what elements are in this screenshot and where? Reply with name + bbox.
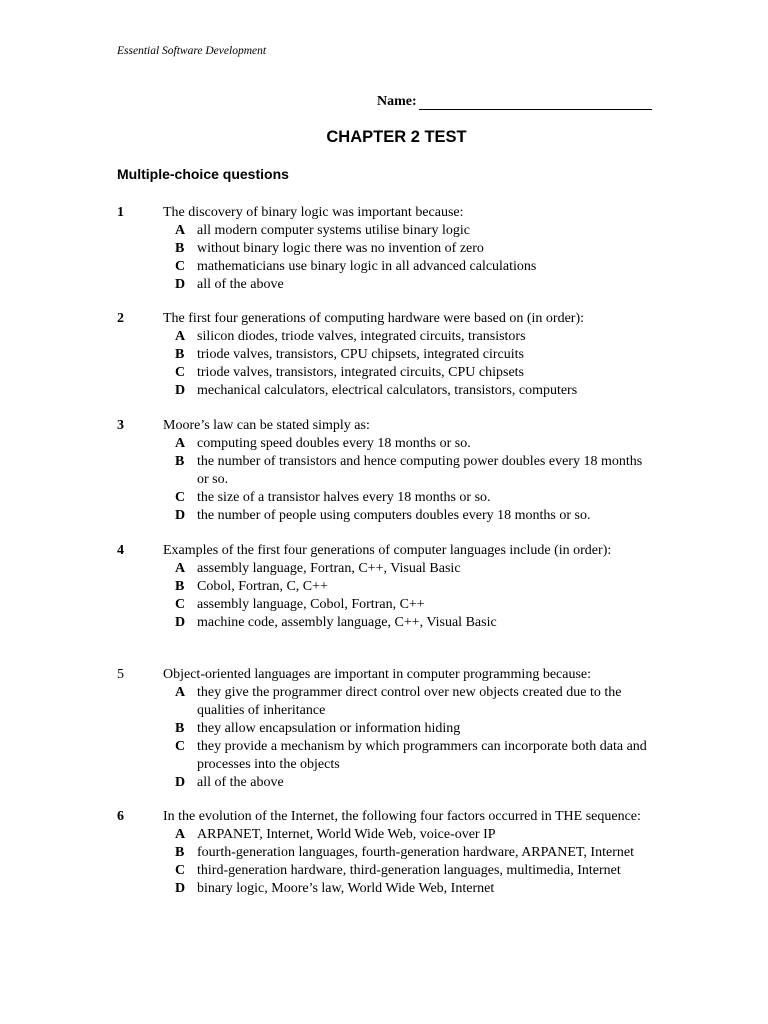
name-label: Name: [377,94,417,109]
option-letter: A [175,685,186,700]
option-letter: B [175,454,185,469]
question-number: 4 [117,543,124,558]
option-a [175,328,657,346]
option-letter: C [175,365,186,380]
option-letter: D [175,615,186,630]
option-text: ARPANET, Internet, World Wide Web, voice-over IP [197,827,496,842]
header-title: Essential Software Development [117,45,267,57]
option-text: the number of people using computers doubles every 18 months or so. [197,508,591,523]
option-letter: D [175,508,186,523]
option-letter: A [175,223,186,238]
option-c [175,489,657,507]
page-title: CHAPTER 2 TEST [326,128,467,146]
question-text: Examples of the first four generations of computer languages include (in order): [163,543,612,558]
option-a [175,435,657,453]
option-text: without binary logic there was no invention of zero [197,241,484,256]
option-text: the size of a transistor halves every 18 months or so. [197,490,491,505]
option-letter: C [175,739,186,754]
option-a [175,684,657,720]
question-text: Moore’s law can be stated simply as: [163,418,370,433]
option-text: they give the programmer direct control over new objects created due to the qualities of inheritance [197,685,622,718]
option-text: they allow encapsulation or information hiding [197,721,461,736]
option-letter: B [175,845,185,860]
option-text: assembly language, Cobol, Fortran, C++ [197,597,425,612]
option-b [175,240,657,258]
question-number: 1 [117,205,124,220]
question-text: In the evolution of the Internet, the following four factors occurred in THE sequence: [163,809,641,824]
option-text: Cobol, Fortran, C, C++ [197,579,328,594]
option-letter: B [175,347,185,362]
option-text: binary logic, Moore’s law, World Wide Web, Internet [197,881,495,896]
option-letter: D [175,277,186,292]
question-5 [117,666,657,792]
option-letter: C [175,863,186,878]
question-text: The first four generations of computing hardware were based on (in order): [163,311,585,326]
option-text: fourth-generation languages, fourth-generation hardware, ARPANET, Internet [197,845,634,860]
name-field [377,94,652,110]
option-text: silicon diodes, triode valves, integrated circuits, transistors [197,329,526,344]
option-d [175,614,657,632]
option-letter: A [175,436,186,451]
option-letter: D [175,775,186,790]
option-letter: C [175,597,186,612]
option-d [175,880,657,898]
option-a [175,826,657,844]
option-c [175,862,657,880]
option-d [175,382,657,400]
option-text: mechanical calculators, electrical calculators, transistors, computers [197,383,578,398]
option-b [175,720,657,738]
question-text: The discovery of binary logic was important because: [163,205,464,220]
option-letter: D [175,383,186,398]
option-d [175,774,657,792]
option-text: all modern computer systems utilise binary logic [197,223,470,238]
question-3 [117,417,657,525]
option-a [175,222,657,240]
option-letter: B [175,241,185,256]
option-a [175,560,657,578]
option-text: triode valves, transistors, integrated circuits, CPU chipsets [197,365,524,380]
option-c [175,738,657,774]
option-text: machine code, assembly language, C++, Visual Basic [197,615,497,630]
option-letter: C [175,259,186,274]
option-c [175,596,657,614]
option-b [175,346,657,364]
option-letter: A [175,827,186,842]
section-heading: Multiple-choice questions [117,166,289,182]
option-letter: B [175,721,185,736]
option-text: triode valves, transistors, CPU chipsets, integrated circuits [197,347,524,362]
question-number: 3 [117,418,124,433]
option-text: assembly language, Fortran, C++, Visual Basic [197,561,461,576]
option-text: computing speed doubles every 18 months or so. [197,436,471,451]
option-c [175,258,657,276]
question-number: 6 [117,809,124,824]
option-text: third-generation hardware, third-generation languages, multimedia, Internet [197,863,621,878]
option-letter: D [175,881,186,896]
option-letter: C [175,490,186,505]
option-c [175,364,657,382]
option-b [175,844,657,862]
option-text: they provide a mechanism by which programmers can incorporate both data and processes into the objects [197,739,647,772]
option-text: the number of transistors and hence computing power doubles every 18 months or so. [197,454,643,487]
option-letter: B [175,579,185,594]
option-b [175,578,657,596]
question-number: 2 [117,311,124,326]
option-text: mathematicians use binary logic in all advanced calculations [197,259,537,274]
question-number: 5 [117,667,124,682]
option-letter: A [175,329,186,344]
option-text: all of the above [197,775,284,790]
question-text: Object-oriented languages are important in computer programming because: [163,667,592,682]
option-d [175,276,657,294]
question-6 [117,808,657,898]
option-d [175,507,657,525]
option-b [175,453,657,489]
option-letter: A [175,561,186,576]
option-text: all of the above [197,277,284,292]
question-2 [117,310,657,400]
question-4 [117,542,657,632]
name-blank-line [419,95,652,110]
question-1 [117,204,657,294]
